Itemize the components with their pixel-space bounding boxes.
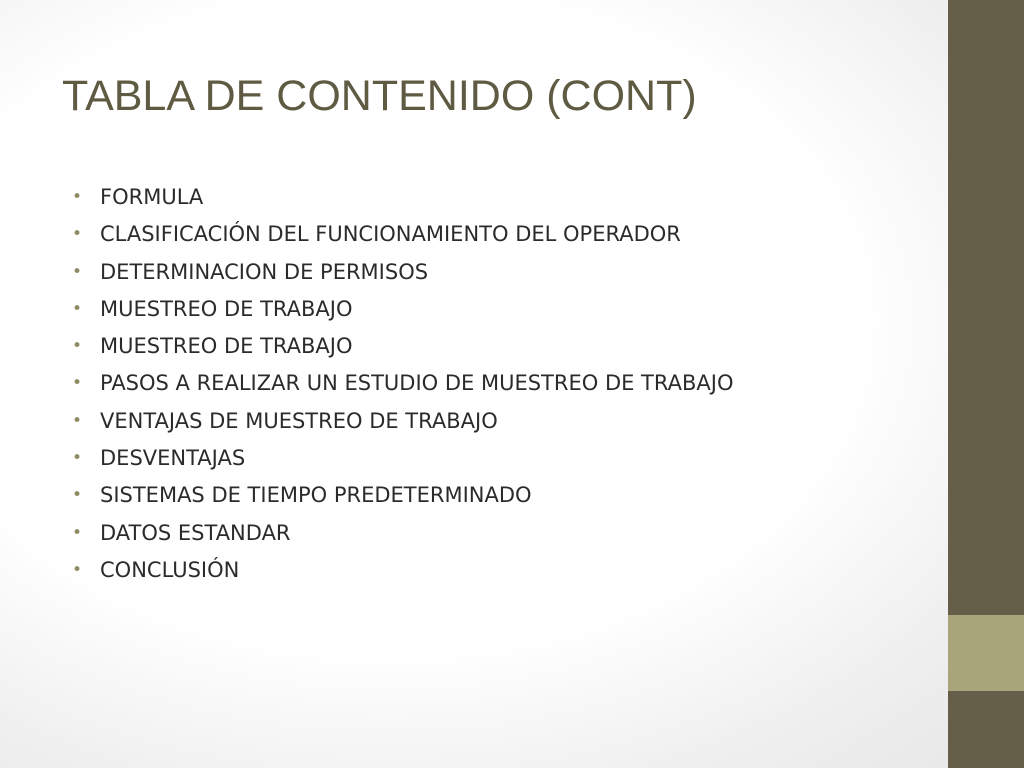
list-item (72, 220, 832, 249)
list-item-text: VENTAJAS DE MUESTREO DE TRABAJO (100, 408, 498, 433)
bullet-icon: • (72, 224, 83, 245)
list-item (72, 556, 832, 585)
list-item (72, 481, 832, 510)
list-item-text: SISTEMAS DE TIEMPO PREDETERMINADO (100, 483, 532, 508)
side-decoration-bar (948, 0, 1024, 768)
list-item-text: DETERMINACION DE PERMISOS (100, 259, 429, 284)
bullet-icon: • (72, 261, 83, 282)
list-item (72, 369, 832, 398)
list-item-text: MUESTREO DE TRABAJO (100, 296, 353, 321)
list-item-text: FORMULA (100, 185, 204, 209)
bullet-icon: • (72, 448, 83, 469)
bullet-icon: • (72, 298, 83, 319)
bullet-icon: • (72, 336, 83, 357)
list-item-text: CLASIFICACIÓN DEL FUNCIONAMIENTO DEL OPERADOR (100, 222, 681, 247)
bullet-icon: • (72, 187, 83, 207)
bullet-icon: • (72, 410, 83, 431)
list-item (72, 444, 832, 473)
list-item-text: DATOS ESTANDAR (100, 520, 291, 545)
list-item (72, 183, 832, 212)
bullet-icon: • (72, 485, 83, 506)
list-item-text: DESVENTAJAS (100, 446, 246, 471)
list-item (72, 519, 832, 548)
bullet-icon: • (72, 522, 83, 543)
list-item-text: MUESTREO DE TRABAJO (100, 334, 353, 359)
list-item-text: CONCLUSIÓN (100, 557, 240, 582)
list-item (72, 295, 832, 324)
contents-list (72, 183, 832, 593)
bullet-icon: • (72, 559, 83, 580)
list-item (72, 407, 832, 436)
bullet-icon: • (72, 373, 83, 394)
list-item (72, 332, 832, 361)
slide-title: TABLA DE CONTENIDO (CONT) (62, 72, 697, 120)
list-item-text: PASOS A REALIZAR UN ESTUDIO DE MUESTREO DE TRABAJO (100, 371, 734, 396)
list-item (72, 258, 832, 287)
side-accent-block (948, 615, 1024, 691)
